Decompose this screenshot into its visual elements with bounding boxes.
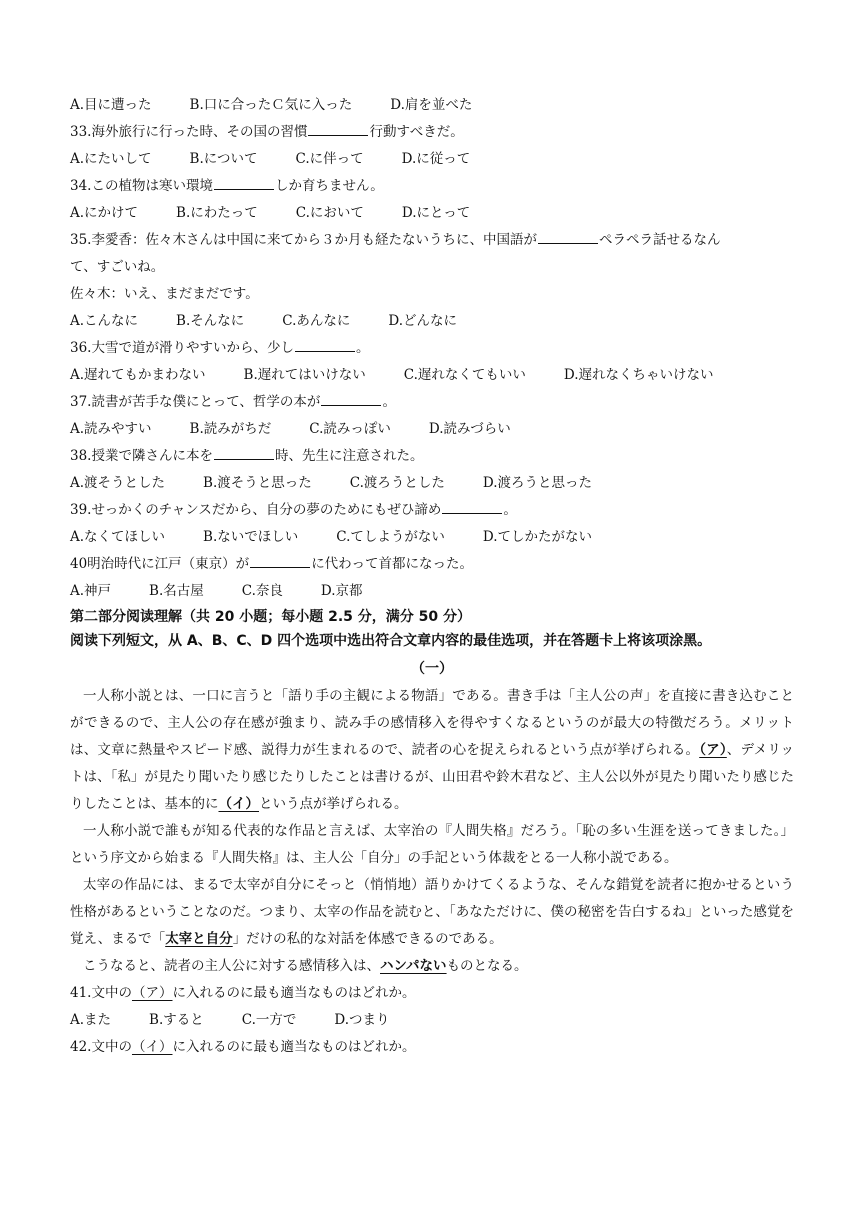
question-35-reply: 佐々木：いえ、まだまだです。 — [70, 286, 259, 302]
option: D.肩を並べた — [390, 97, 473, 113]
question-40: 40明治時代に江戸（東京）が に代わって首都になった。 — [70, 556, 474, 572]
option: A.神戸 — [70, 583, 112, 599]
answer-blank — [250, 554, 310, 568]
q38-options — [70, 470, 794, 497]
passage-number: （一） — [411, 661, 453, 677]
section-title: 第二部分阅读理解（共 20 小题；每小题 2.5 分，满分 50 分） — [70, 609, 472, 625]
underlined-phrase: 太宰と自分 — [165, 931, 233, 947]
option: A.にたいして — [70, 151, 152, 167]
passage-paragraph-2: 一人称小説で誰もが知る代表的な作品と言えば、太宰治の『人間失格』だろう。「恥の多い生涯を送ってきました。」という序文から始まる『人間失格』は、主人公「自分」の手記という体裁をとる一人称小説である。 — [70, 823, 794, 866]
question-33: 33.海外旅行に行った時、その国の習慣 行動すべきだ。 — [70, 124, 464, 140]
q37-options — [70, 416, 794, 443]
option: B.そんなに — [176, 313, 245, 329]
option: A.また — [70, 1012, 112, 1028]
option: C.渡ろうとした — [349, 475, 445, 491]
option: D.に従って — [401, 151, 471, 167]
option: B.渡そうと思った — [203, 475, 312, 491]
answer-blank — [308, 122, 368, 136]
question-35: 35.李愛香：佐々木さんは中国に来てから３か月も経たないうちに、中国語が ペラペラ話せるなん — [70, 232, 721, 248]
passage-paragraph-3: 太宰の作品には、まるで太宰が自分にそっと（悄悄地）語りかけてくるような、そんな錯覚を読者に抱かせるという性格があるということなのだ。つまり、太宰の作品を読むと、「あなただけに、僕の秘密を告白するね」といった感覚を覚え、まるで「太宰と自分」だけの私的な対話を体感できるのである。 — [70, 877, 794, 947]
question-35-cont: て、すごいね。 — [70, 259, 165, 275]
q36-options — [70, 362, 794, 389]
q35-options — [70, 308, 794, 335]
option: B.名古屋 — [149, 583, 204, 599]
question-34: 34.この植物は寒い環境 しか育ちません。 — [70, 178, 384, 194]
exam-page — [70, 92, 794, 1061]
option: C.読みっぽい — [309, 421, 391, 437]
answer-blank — [295, 338, 355, 352]
underlined-phrase: ハンパない — [380, 958, 447, 974]
option: A.なくてほしい — [70, 529, 166, 545]
option: B.口に合ったＣ気に入った — [189, 97, 353, 113]
option: B.すると — [149, 1012, 204, 1028]
option: C.あんなに — [282, 313, 351, 329]
blank-i-marker: （イ） — [218, 796, 259, 812]
option: C.奈良 — [241, 583, 283, 599]
option: D.てしかたがない — [482, 529, 593, 545]
option: B.ないでほしい — [203, 529, 299, 545]
option: D.つまり — [334, 1012, 390, 1028]
passage-paragraph-1: 一人称小説とは、一口に言うと「語り手の主観による物語」である。書き手は「主人公の声」を直接に書き込むことができるので、主人公の存在感が強まり、読み手の感情移入を得やすくなるというのが最大の特徴だろう。メリットは、文章に熱量やスピード感、説得力が生まれるので、読者の心を捉えられるという点が挙げられる。（ア）、デメリットは、「私」が見たり聞いたり感じたりしたことは書けるが、山田君や鈴木君など、主人公以外が見たり聞いたり感じたりしたことは、基本的に（イ）という点が挙げられる。 — [70, 688, 795, 812]
option: A.遅れてもかまわない — [70, 367, 206, 383]
answer-blank — [214, 446, 274, 460]
blank-a-marker: （ア） — [699, 742, 727, 758]
q41-options — [70, 1007, 794, 1034]
passage-paragraph-4: こうなると、読者の主人公に対する感情移入は、ハンパないものとなる。 — [83, 958, 528, 974]
option: D.にとって — [401, 205, 471, 221]
option: C.一方で — [241, 1012, 297, 1028]
question-37: 37.読書が苦手な僕にとって、哲学の本が 。 — [70, 394, 396, 410]
q40-options — [70, 578, 794, 605]
option: A.渡そうとした — [70, 475, 166, 491]
answer-blank — [214, 176, 274, 190]
answer-blank — [321, 392, 381, 406]
option: D.渡ろうと思った — [482, 475, 593, 491]
option: B.について — [189, 151, 258, 167]
answer-blank — [538, 230, 598, 244]
q33-options — [70, 146, 794, 173]
option: B.読みがちだ — [189, 421, 272, 437]
section-instruction: 阅读下列短文，从 A、B、C、D 四个选项中选出符合文章内容的最佳选项，并在答题卡上将该项涂黑。 — [70, 633, 712, 649]
option: C.に伴って — [295, 151, 364, 167]
option: D.どんなに — [388, 313, 458, 329]
q32-options — [70, 92, 794, 119]
question-39: 39.せっかくのチャンスだから、自分の夢のためにもぜひ諦め 。 — [70, 502, 517, 518]
option: D.読みづらい — [428, 421, 511, 437]
option: C.てしようがない — [336, 529, 445, 545]
option: C.遅れなくてもいい — [403, 367, 526, 383]
option: A.読みやすい — [70, 421, 152, 437]
option: C.において — [295, 205, 364, 221]
option: A.目に遭った — [70, 97, 152, 113]
question-41: 41.文中の（ア）に入れるのに最も適当なものはどれか。 — [70, 985, 416, 1001]
question-38: 38.授業で隣さんに本を 時、先生に注意された。 — [70, 448, 424, 464]
q39-options — [70, 524, 794, 551]
question-36: 36.大雪で道が滑りやすいから、少し 。 — [70, 340, 370, 356]
option: B.にわたって — [176, 205, 258, 221]
option: B.遅れてはいけない — [243, 367, 366, 383]
question-42: 42.文中の（イ）に入れるのに最も適当なものはどれか。 — [70, 1039, 416, 1055]
option: A.こんなに — [70, 313, 139, 329]
option: A.にかけて — [70, 205, 139, 221]
option: D.遅れなくちゃいけない — [563, 367, 714, 383]
q34-options — [70, 200, 794, 227]
answer-blank — [442, 500, 502, 514]
option: D.京都 — [320, 583, 363, 599]
